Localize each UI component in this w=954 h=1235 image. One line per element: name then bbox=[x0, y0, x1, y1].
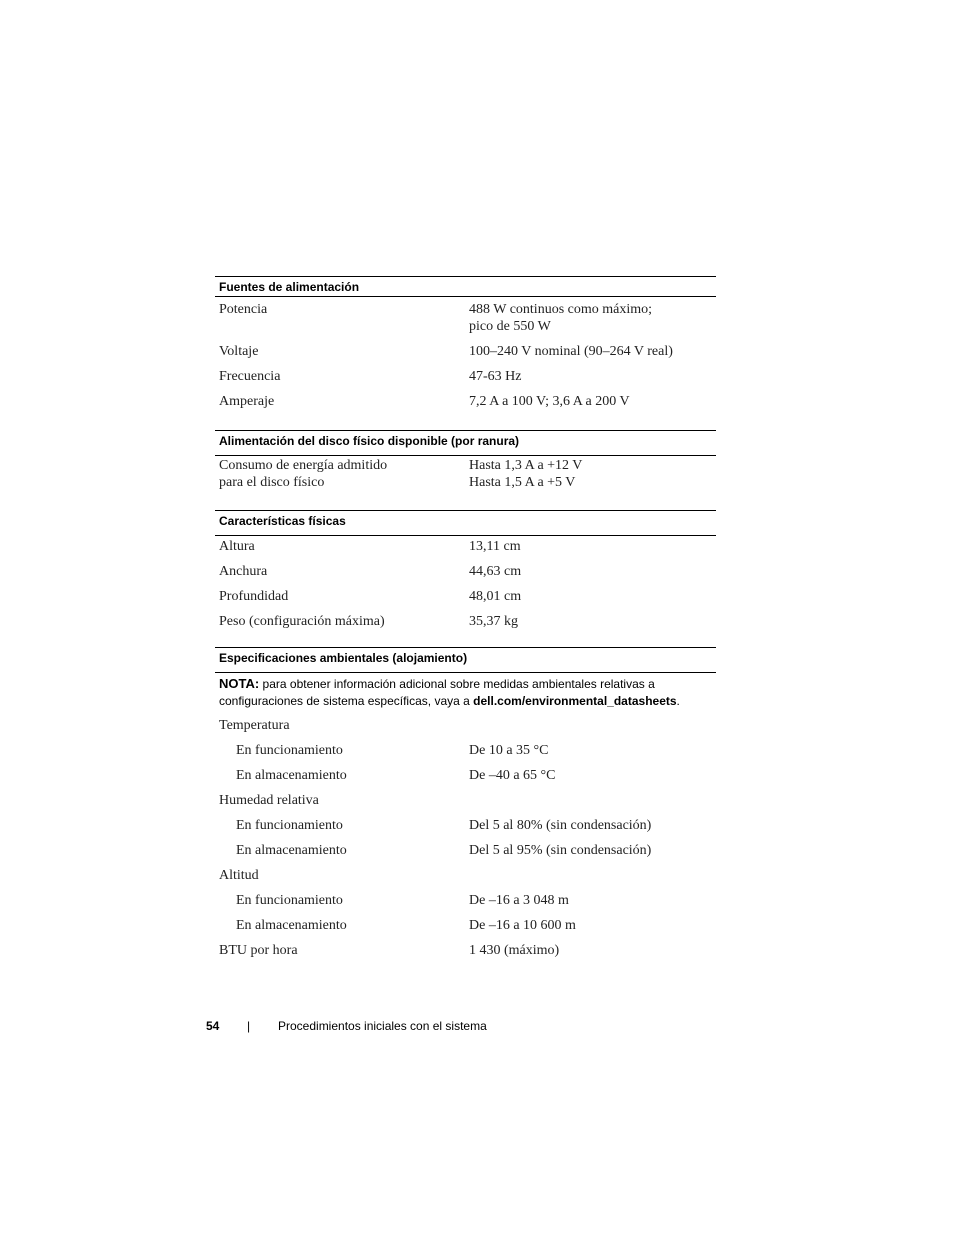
spec-value bbox=[469, 301, 652, 335]
spec-value: 1 430 (máximo) bbox=[469, 943, 560, 958]
spec-label-line: Consumo de energía admitido bbox=[219, 458, 388, 473]
environmental-section bbox=[215, 647, 716, 965]
spec-label: Peso (configuración máxima) bbox=[219, 614, 385, 629]
footer-separator: | bbox=[247, 1019, 251, 1033]
spec-row-disk-power bbox=[215, 456, 716, 498]
spec-row-altitude-storage bbox=[215, 915, 716, 940]
spec-label: Temperatura bbox=[219, 718, 290, 733]
disk-power-section bbox=[215, 430, 716, 498]
spec-row-temp-operating bbox=[215, 740, 716, 765]
physical-section bbox=[215, 510, 716, 636]
power-supplies-section bbox=[215, 276, 716, 416]
section-heading: Especificaciones ambientales (alojamiento) bbox=[215, 647, 716, 673]
spec-value: 7,2 A a 100 V; 3,6 A a 200 V bbox=[469, 394, 630, 409]
spec-row-amperage bbox=[215, 391, 716, 416]
spec-value: Del 5 al 95% (sin condensación) bbox=[469, 843, 652, 858]
spec-row-humidity-storage bbox=[215, 840, 716, 865]
spec-label: Voltaje bbox=[219, 344, 259, 359]
spec-value bbox=[469, 457, 582, 491]
spec-value-line: 488 W continuos como máximo; bbox=[469, 302, 653, 317]
footer-title: Procedimientos iniciales con el sistema bbox=[278, 1019, 487, 1033]
spec-value: 44,63 cm bbox=[469, 564, 522, 579]
spec-value: 13,11 cm bbox=[469, 539, 521, 554]
spec-row-frequency bbox=[215, 366, 716, 391]
note-label: NOTA: bbox=[219, 676, 260, 691]
spec-label: Altura bbox=[219, 539, 255, 554]
spec-value-line: Hasta 1,5 A a +5 V bbox=[469, 475, 576, 490]
spec-label: Profundidad bbox=[219, 589, 289, 604]
spec-label: Amperaje bbox=[219, 394, 275, 409]
spec-row-height bbox=[215, 536, 716, 561]
spec-label-line: para el disco físico bbox=[219, 475, 325, 490]
note-paragraph bbox=[215, 673, 716, 715]
spec-value: 48,01 cm bbox=[469, 589, 522, 604]
spec-row-weight bbox=[215, 611, 716, 636]
spec-label: En funcionamiento bbox=[236, 743, 343, 758]
datasheets-link[interactable]: dell.com/environmental_datasheets bbox=[473, 694, 677, 708]
spec-row-depth bbox=[215, 586, 716, 611]
humidity-group-label bbox=[215, 790, 716, 815]
note-text: para obtener información adicional sobre medidas ambientales relativas a configuraciones de sistema específicas, vaya a bbox=[219, 677, 655, 708]
spec-label: BTU por hora bbox=[219, 943, 298, 958]
spec-value: De –40 a 65 °C bbox=[469, 768, 556, 783]
spec-label: Potencia bbox=[219, 302, 268, 317]
spec-value: De –16 a 3 048 m bbox=[469, 893, 569, 908]
spec-value: De 10 a 35 °C bbox=[469, 743, 549, 758]
temperature-group-label bbox=[215, 715, 716, 740]
spec-value: 35,37 kg bbox=[469, 614, 518, 629]
spec-value: 47-63 Hz bbox=[469, 369, 522, 384]
spec-value-line: pico de 550 W bbox=[469, 319, 551, 334]
spec-row-humidity-operating bbox=[215, 815, 716, 840]
spec-row-power bbox=[215, 299, 716, 341]
spec-row-btu bbox=[215, 940, 716, 965]
page-number: 54 bbox=[206, 1019, 220, 1033]
section-heading: Características físicas bbox=[215, 510, 716, 536]
spec-label: Humedad relativa bbox=[219, 793, 319, 808]
spec-value-line: Hasta 1,3 A a +12 V bbox=[469, 458, 583, 473]
spec-value: 100–240 V nominal (90–264 V real) bbox=[469, 344, 673, 359]
spec-row-temp-storage bbox=[215, 765, 716, 790]
spec-label: En almacenamiento bbox=[236, 918, 347, 933]
spec-label: Anchura bbox=[219, 564, 268, 579]
altitude-group-label bbox=[215, 865, 716, 890]
spec-row-voltage bbox=[215, 341, 716, 366]
spec-label bbox=[219, 457, 387, 491]
spec-value: Del 5 al 80% (sin condensación) bbox=[469, 818, 652, 833]
spec-row-altitude-operating bbox=[215, 890, 716, 915]
spec-label: Altitud bbox=[219, 868, 259, 883]
section-heading: Alimentación del disco físico disponible (por ranura) bbox=[215, 430, 716, 456]
spec-row-width bbox=[215, 561, 716, 586]
spec-value: De –16 a 10 600 m bbox=[469, 918, 576, 933]
spec-label: En funcionamiento bbox=[236, 893, 343, 908]
spec-label: En almacenamiento bbox=[236, 843, 347, 858]
spec-label: Frecuencia bbox=[219, 369, 281, 384]
spec-label: En funcionamiento bbox=[236, 818, 343, 833]
section-heading: Fuentes de alimentación bbox=[215, 276, 716, 297]
note-text-end: . bbox=[676, 694, 680, 708]
spec-label: En almacenamiento bbox=[236, 768, 347, 783]
